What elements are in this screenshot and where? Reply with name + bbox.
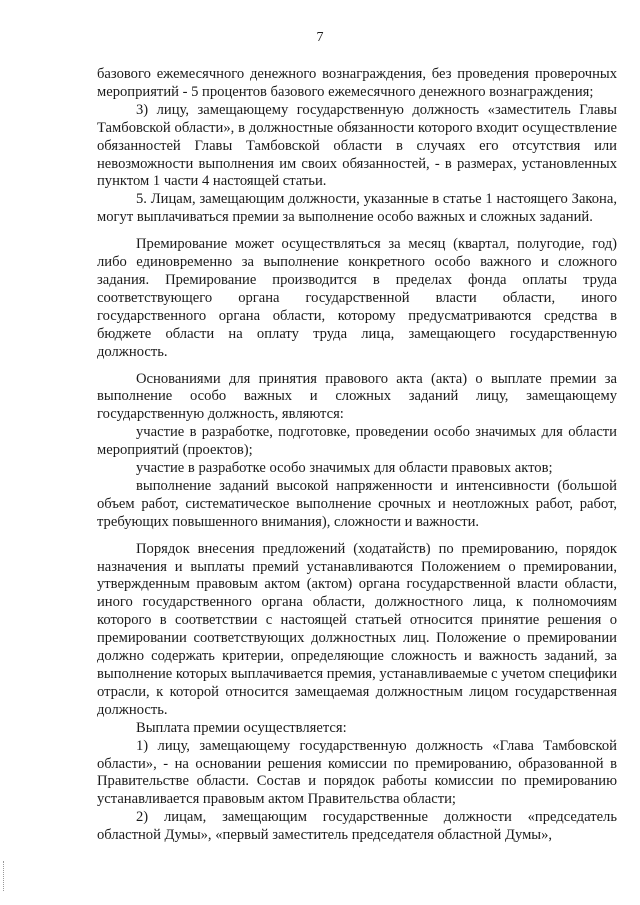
paragraph-bonus-periods: Премирование может осуществляться за месяц (квартал, полугодие, год) либо единовременно за выполнение конкретного особо важного и сложного задания. Премирование производится в пределах фонда оплаты труда соответствующего органа государственной власти области, иного государственного органа области, которому предусматриваются средства в бюджете области на оплату труда лица, замещающего государственную должность. xyxy=(97,236,617,360)
list-item-high-intensity: выполнение заданий высокой напряженности и интенсивности (большой объем работ, систематическое выполнение срочных и неотложных работ, работ, требующих повышенного внимания), сложности и важности. xyxy=(97,477,617,530)
document-body xyxy=(97,66,617,845)
paragraph-payment: Выплата премии осуществляется: xyxy=(136,719,347,736)
paragraph-bonus-grounds: Основаниями для принятия правового акта (акта) о выплате премии за выполнение особо важных и сложных заданий лицу, замещающему государственную должность, являются: xyxy=(97,370,617,423)
paragraph-item-3: 3) лицу, замещающему государственную должность «заместитель Главы Тамбовской области», в должностные обязанности которого входит осуществление обязанностей Главы Тамбовской области в случаях его отсутствия или невозможности выполнения им своих обязанностей, - в размерах, установленных пунктом 1 части 4 настоящей статьи. xyxy=(97,101,617,190)
paragraph-item-1: 1) лицу, замещающему государственную должность «Глава Тамбовской области», - на основании решения комиссии по премированию, образованной в Правительстве области. Состав и порядок работы комиссии по премированию устанавливается правовым актом Правительства области; xyxy=(97,737,617,808)
list-item-legal-acts: участие в разработке особо значимых для области правовых актов; xyxy=(136,460,553,477)
page-number: 7 xyxy=(316,30,324,45)
list-item-events: участие в разработке, подготовке, проведении особо значимых для области мероприятий (проектов); xyxy=(97,424,617,459)
scan-edge-mark xyxy=(3,861,6,891)
paragraph-item-2: 2) лицам, замещающим государственные должности «председатель областной Думы», «первый заместитель председателя областной Думы», xyxy=(97,809,617,844)
paragraph-continuation: базового ежемесячного денежного вознаграждения, без проведения проверочных мероприятий - 5 процентов базового ежемесячного денежного вознаграждения; xyxy=(97,66,617,100)
paragraph-section-5: 5. Лицам, замещающим должности, указанные в статье 1 настоящего Закона, могут выплачиваться премии за выполнение особо важных и сложных заданий. xyxy=(97,191,617,226)
paragraph-procedure: Порядок внесения предложений (ходатайств) по премированию, порядок назначения и выплаты премий устанавливаются Положением о премировании, утвержденным правовым актом (актом) органа государственной власти области, иного государственного органа области, должностного лица, к полномочиям которого в соответствии с настоящей статьей относится принятие решения о премировании соответствующих должностных лиц. Положение о премировании должно содержать критерии, определяющие сложность и важность заданий, за выполнение которых выплачивается премия, устанавливаемые с учетом специфики отрасли, к которой относится замещаемая должностным лицом государственная должность. xyxy=(97,540,618,718)
